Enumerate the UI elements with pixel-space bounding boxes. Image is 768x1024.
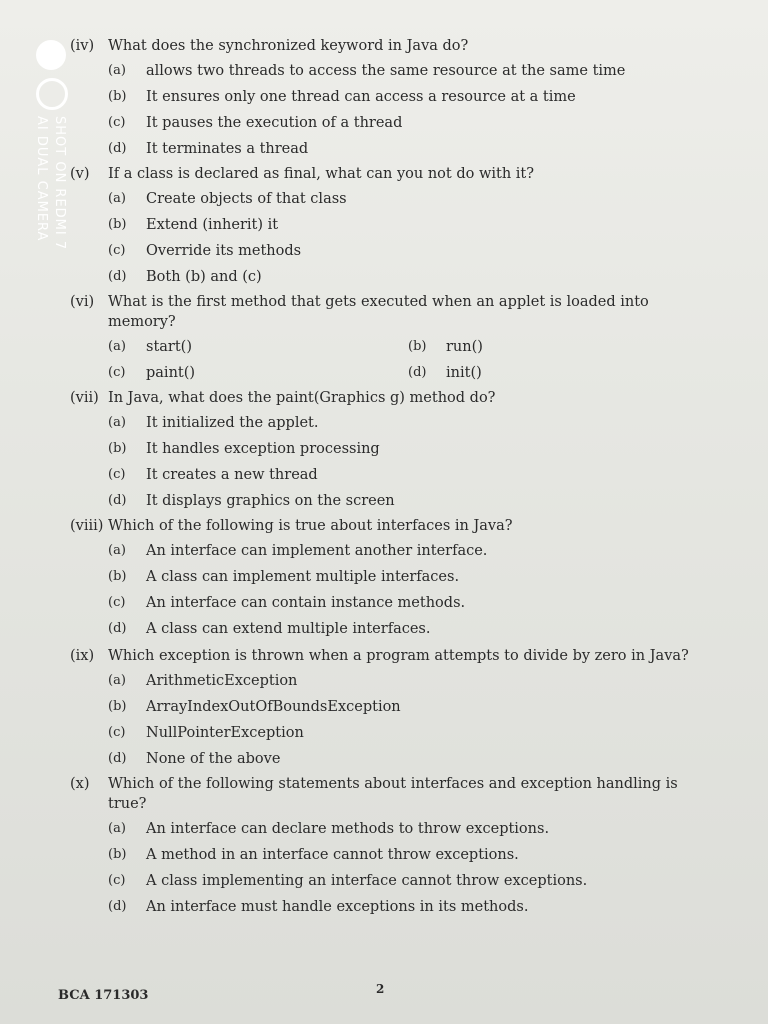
option-text: None of the above bbox=[146, 751, 281, 767]
option bbox=[108, 868, 710, 894]
option bbox=[108, 694, 710, 720]
option-text: NullPointerException bbox=[146, 725, 304, 741]
option bbox=[108, 462, 710, 488]
option bbox=[108, 436, 710, 462]
option-text: A method in an interface cannot throw exceptions. bbox=[146, 847, 519, 863]
option-text: Create objects of that class bbox=[146, 191, 347, 207]
question bbox=[70, 774, 710, 920]
option bbox=[108, 84, 710, 110]
option-text: It initialized the applet. bbox=[146, 415, 319, 431]
question-text: What does the synchronized keyword in Java do? bbox=[108, 38, 469, 54]
option bbox=[108, 746, 710, 772]
option-letter: (c) bbox=[108, 873, 126, 888]
option-text: ArrayIndexOutOfBoundsException bbox=[146, 699, 401, 715]
option-text: Both (b) and (c) bbox=[146, 269, 262, 285]
option-text: It creates a new thread bbox=[146, 467, 318, 483]
option-text: A class can implement multiple interfaces. bbox=[146, 569, 460, 585]
question-text: What is the first method that gets executed when an applet is loaded into memory? bbox=[108, 294, 649, 330]
option-text: It handles exception processing bbox=[146, 441, 380, 457]
option bbox=[408, 360, 710, 386]
option-letter: (a) bbox=[108, 543, 126, 558]
option-letter: (d) bbox=[108, 269, 127, 284]
question bbox=[70, 292, 710, 386]
option-letter: (d) bbox=[408, 365, 427, 380]
option-letter: (c) bbox=[108, 725, 126, 740]
option-text: init() bbox=[446, 365, 482, 381]
question-stem bbox=[70, 516, 710, 536]
question-number: (x) bbox=[70, 776, 90, 792]
option-letter: (a) bbox=[108, 191, 126, 206]
option-text: An interface must handle exceptions in its methods. bbox=[146, 899, 529, 915]
option-text: It pauses the execution of a thread bbox=[146, 115, 403, 131]
option-letter: (a) bbox=[108, 821, 126, 836]
option bbox=[108, 488, 710, 514]
option-letter: (c) bbox=[108, 243, 126, 258]
option-letter: (c) bbox=[108, 115, 126, 130]
watermark-ring-icon bbox=[36, 78, 68, 110]
option-text: It ensures only one thread can access a resource at a time bbox=[146, 89, 576, 105]
option bbox=[108, 894, 710, 920]
option-letter: (b) bbox=[108, 217, 127, 232]
option-text: ArithmeticException bbox=[146, 673, 298, 689]
question-number: (viii) bbox=[70, 518, 104, 534]
option-letter: (a) bbox=[108, 673, 126, 688]
option-text: An interface can implement another interface. bbox=[146, 543, 488, 559]
question-stem bbox=[70, 774, 710, 814]
question bbox=[70, 646, 710, 772]
course-code: BCA 171303 bbox=[58, 988, 149, 1003]
option bbox=[108, 564, 710, 590]
option-letter: (c) bbox=[108, 467, 126, 482]
question-stem bbox=[70, 388, 710, 408]
question-text: In Java, what does the paint(Graphics g) method do? bbox=[108, 390, 496, 406]
option-list bbox=[108, 816, 710, 920]
option-letter: (b) bbox=[108, 569, 127, 584]
option-list bbox=[108, 668, 710, 772]
option-letter: (b) bbox=[408, 339, 427, 354]
question-text: Which of the following is true about interfaces in Java? bbox=[108, 518, 513, 534]
option-list bbox=[108, 410, 710, 514]
option bbox=[108, 186, 710, 212]
question-number: (iv) bbox=[70, 38, 95, 54]
option-text: Override its methods bbox=[146, 243, 302, 259]
watermark-text: SHOT ON REDMI 7 AI DUAL CAMERA bbox=[34, 116, 67, 251]
option-letter: (d) bbox=[108, 493, 127, 508]
option-text: paint() bbox=[146, 365, 196, 381]
option-letter: (a) bbox=[108, 415, 126, 430]
option-letter: (b) bbox=[108, 441, 127, 456]
option bbox=[108, 58, 710, 84]
option bbox=[108, 538, 710, 564]
question-stem bbox=[70, 646, 710, 666]
option-text: A class can extend multiple interfaces. bbox=[146, 621, 431, 637]
question bbox=[70, 388, 710, 514]
question-number: (vii) bbox=[70, 390, 99, 406]
option bbox=[108, 590, 710, 616]
question-number: (v) bbox=[70, 166, 90, 182]
option bbox=[408, 334, 710, 360]
option-letter: (d) bbox=[108, 899, 127, 914]
question bbox=[70, 36, 710, 162]
option-list bbox=[108, 58, 710, 162]
option-text: An interface can contain instance methods. bbox=[146, 595, 466, 611]
option-text: An interface can declare methods to throw exceptions. bbox=[146, 821, 550, 837]
option-letter: (b) bbox=[108, 847, 127, 862]
option bbox=[108, 816, 710, 842]
question-text: Which exception is thrown when a program attempts to divide by zero in Java? bbox=[108, 648, 689, 664]
option bbox=[108, 264, 710, 290]
option-letter: (b) bbox=[108, 89, 127, 104]
option-text: It terminates a thread bbox=[146, 141, 309, 157]
watermark-dot-icon bbox=[36, 40, 66, 70]
option-text: It displays graphics on the screen bbox=[146, 493, 395, 509]
option-letter: (d) bbox=[108, 751, 127, 766]
question-text: If a class is declared as final, what can you not do with it? bbox=[108, 166, 535, 182]
page-number: 2 bbox=[376, 982, 385, 996]
option-letter: (a) bbox=[108, 63, 126, 78]
option-letter: (d) bbox=[108, 141, 127, 156]
question-stem bbox=[70, 164, 710, 184]
option-text: A class implementing an interface cannot throw exceptions. bbox=[146, 873, 588, 889]
question-text: Which of the following statements about interfaces and exception handling is true? bbox=[108, 776, 678, 812]
option bbox=[108, 238, 710, 264]
option-letter: (c) bbox=[108, 595, 126, 610]
question bbox=[70, 516, 710, 642]
question-number: (ix) bbox=[70, 648, 95, 664]
option-letter: (d) bbox=[108, 621, 127, 636]
option-text: start() bbox=[146, 339, 192, 355]
option-list bbox=[108, 186, 710, 290]
question-stem bbox=[70, 292, 710, 332]
option-letter: (c) bbox=[108, 365, 126, 380]
option-letter: (b) bbox=[108, 699, 127, 714]
question bbox=[70, 164, 710, 290]
question-list bbox=[70, 36, 710, 920]
option bbox=[108, 410, 710, 436]
question-stem bbox=[70, 36, 710, 56]
option-text: allows two threads to access the same resource at the same time bbox=[146, 63, 626, 79]
option bbox=[108, 334, 408, 360]
option-list bbox=[108, 334, 710, 386]
option-letter: (a) bbox=[108, 339, 126, 354]
option-text: run() bbox=[446, 339, 483, 355]
option bbox=[108, 842, 710, 868]
option bbox=[108, 720, 710, 746]
option bbox=[108, 360, 408, 386]
option bbox=[108, 668, 710, 694]
option-list bbox=[108, 538, 710, 642]
option bbox=[108, 136, 710, 162]
option bbox=[108, 616, 710, 642]
option bbox=[108, 212, 710, 238]
option bbox=[108, 110, 710, 136]
question-number: (vi) bbox=[70, 294, 95, 310]
option-text: Extend (inherit) it bbox=[146, 217, 279, 233]
